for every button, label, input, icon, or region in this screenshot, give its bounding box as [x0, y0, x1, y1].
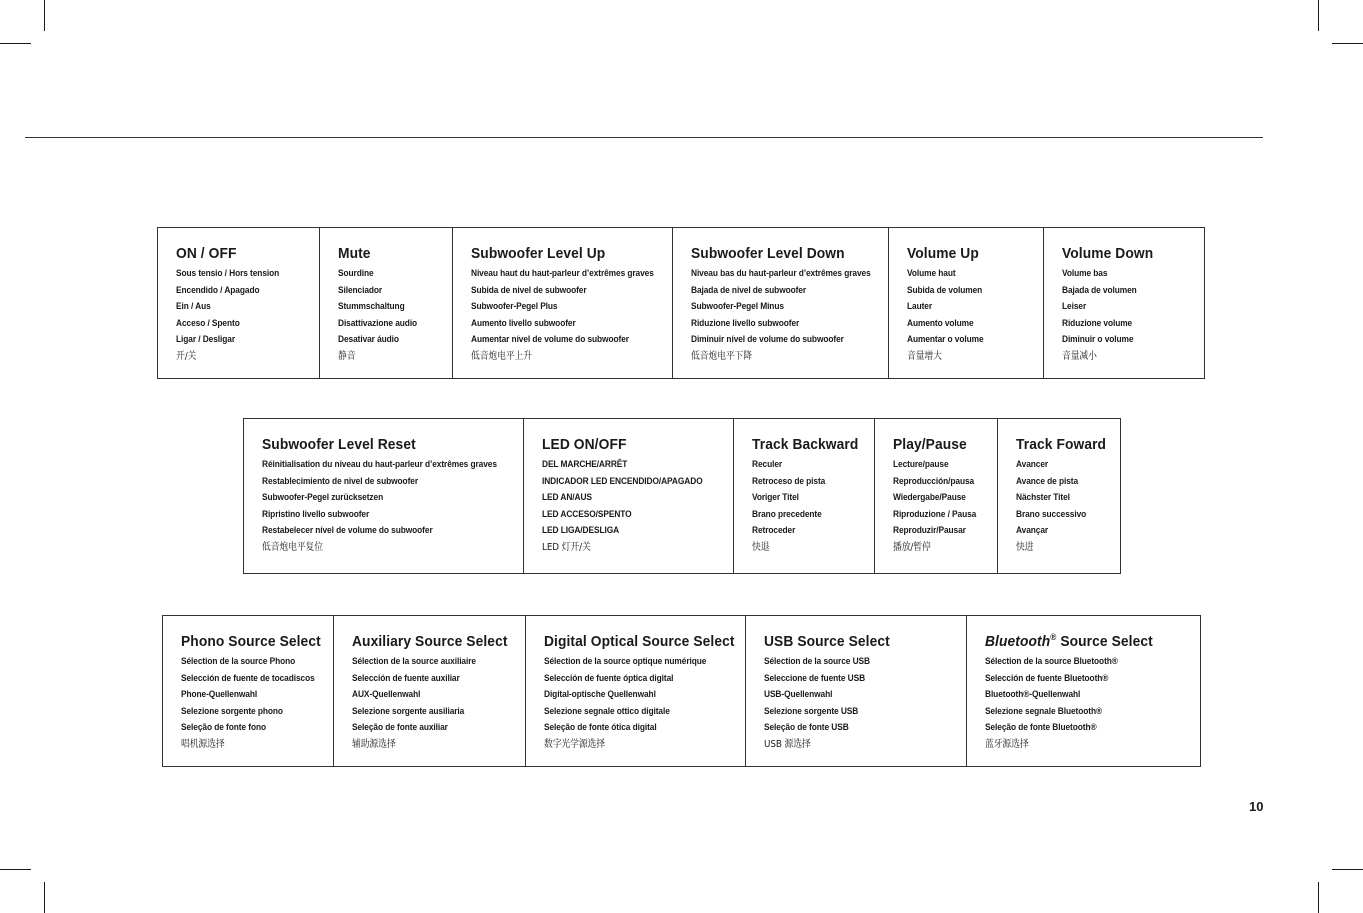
- translation-zh: 快进: [1016, 541, 1034, 553]
- translation-es: Encendido / Apagado: [176, 284, 260, 296]
- translation-pt: Reproduzir/Pausar: [893, 525, 966, 537]
- translation-fr: Volume haut: [907, 268, 956, 279]
- remote-functions-row-1: [157, 227, 1205, 379]
- translation-de: LED AN/AUS: [542, 492, 592, 504]
- translation-es: Retroceso de pista: [752, 475, 826, 487]
- function-title: USB Source Select: [764, 633, 890, 650]
- translation-it: Selezione sorgente phono: [181, 705, 283, 717]
- function-phono-source-select: [163, 616, 333, 766]
- crop-mark: [1318, 0, 1319, 31]
- translation-it: Aumento livello subwoofer: [471, 317, 576, 329]
- translation-pt: Seleção de fonte USB: [764, 722, 849, 734]
- function-mute: [319, 228, 452, 378]
- translation-fr: Sous tensio / Hors tension: [176, 268, 280, 279]
- translation-zh: 低音炮电平复位: [262, 541, 323, 553]
- translation-pt: Ligar / Desligar: [176, 334, 236, 346]
- function-title: [985, 632, 1175, 651]
- registered-mark: ®: [1050, 632, 1057, 642]
- translation-fr: Sélection de la source Phono: [181, 656, 296, 667]
- translation-pt: Seleção de fonte fono: [181, 722, 267, 734]
- translation-zh: 蓝牙源选择: [985, 738, 1029, 750]
- function-subwoofer-level-reset: [244, 419, 523, 573]
- translation-fr: Reculer: [752, 459, 783, 470]
- translation-de: Subwoofer-Pegel Plus: [471, 301, 558, 313]
- translation-de: Leiser: [1062, 301, 1087, 313]
- translation-fr: Sélection de la source Bluetooth®: [985, 656, 1118, 667]
- translation-zh: LED 灯开/关: [542, 541, 591, 553]
- translation-pt: Seleção de fonte auxiliar: [352, 722, 448, 734]
- translation-de: AUX-Quellenwahl: [352, 689, 421, 701]
- translation-zh: 辅助源选择: [352, 738, 396, 750]
- function-auxiliary-source-select: [333, 616, 525, 766]
- translation-it: Ripristino livello subwoofer: [262, 508, 370, 520]
- translation-de: Wiedergabe/Pause: [893, 492, 966, 504]
- translation-fr: Volume bas: [1062, 268, 1108, 279]
- translation-de: Ein / Aus: [176, 301, 211, 313]
- translation-fr: Sélection de la source optique numérique: [544, 656, 707, 667]
- translation-de: Voriger Titel: [752, 492, 799, 504]
- translation-es: Selección de fuente óptica digital: [544, 672, 674, 684]
- remote-functions-row-3: [162, 615, 1201, 767]
- translation-it: Disattivazione audio: [338, 317, 418, 329]
- function-volume-up: [888, 228, 1043, 378]
- translation-fr: DEL MARCHE/ARRÊT: [542, 459, 628, 470]
- translation-pt: Avançar: [1016, 525, 1049, 537]
- translation-zh: 低音炮电平上升: [471, 350, 532, 362]
- crop-mark: [0, 869, 31, 870]
- function-volume-down: [1043, 228, 1204, 378]
- function-digital-optical-source-select: [525, 616, 745, 766]
- crop-mark: [1332, 43, 1363, 44]
- translation-zh: 数字光学源选择: [544, 738, 605, 750]
- translation-fr: Avancer: [1016, 459, 1049, 470]
- function-title: Track Backward: [752, 436, 859, 453]
- translation-it: LED ACCESO/SPENTO: [542, 508, 632, 520]
- translation-es: Bajada de nivel de subwoofer: [691, 284, 807, 296]
- function-title: ON / OFF: [176, 245, 237, 262]
- translation-pt: Seleção de fonte ótica digital: [544, 722, 657, 734]
- translation-it: Acceso / Spento: [176, 317, 240, 329]
- translation-de: Bluetooth®-Quellenwahl: [985, 689, 1081, 701]
- function-title: Track Foward: [1016, 436, 1107, 453]
- translation-zh: 低音炮电平下降: [691, 350, 752, 362]
- translation-fr: Sélection de la source auxiliaire: [352, 656, 476, 667]
- crop-mark: [1318, 882, 1319, 913]
- function-on-off: [158, 228, 319, 378]
- translation-de: Nächster Titel: [1016, 492, 1070, 504]
- translation-es: INDICADOR LED ENCENDIDO/APAGADO: [542, 475, 703, 487]
- translation-es: Avance de pista: [1016, 475, 1079, 487]
- function-title: Mute: [338, 245, 371, 262]
- translation-it: Selezione sorgente ausiliaria: [352, 705, 465, 717]
- translation-pt: Retroceder: [752, 525, 796, 537]
- function-bluetooth-source-select: [966, 616, 1200, 766]
- translation-de: Lauter: [907, 301, 933, 313]
- function-title: Volume Up: [907, 245, 979, 262]
- translation-de: Subwoofer-Pegel Minus: [691, 301, 784, 313]
- crop-mark: [44, 882, 45, 913]
- translation-es: Seleccione de fuente USB: [764, 672, 866, 684]
- translation-pt: LED LIGA/DESLIGA: [542, 525, 620, 537]
- function-title: LED ON/OFF: [542, 436, 627, 453]
- translation-fr: Niveau haut du haut-parleur d’extrêmes graves: [471, 268, 654, 279]
- translation-zh: 快退: [752, 541, 770, 553]
- crop-mark: [44, 0, 45, 31]
- translation-zh: USB 源选择: [764, 738, 811, 750]
- function-subwoofer-level-up: [452, 228, 672, 378]
- translation-fr: Lecture/pause: [893, 459, 949, 470]
- translation-pt: Aumentar o volume: [907, 334, 984, 346]
- translation-it: Riduzione livello subwoofer: [691, 317, 800, 329]
- translation-es: Selección de fuente Bluetooth®: [985, 672, 1109, 684]
- function-title: Subwoofer Level Up: [471, 245, 606, 262]
- remote-functions-row-2: [243, 418, 1121, 574]
- translation-de: Stummschaltung: [338, 301, 405, 313]
- translation-de: Phone-Quellenwahl: [181, 689, 258, 701]
- translation-pt: Diminuir o volume: [1062, 334, 1134, 346]
- translation-pt: Aumentar nível de volume do subwoofer: [471, 334, 629, 346]
- translation-it: Selezione segnale ottico digitale: [544, 705, 670, 717]
- translation-it: Selezione segnale Bluetooth®: [985, 705, 1103, 717]
- bluetooth-brand: Bluetooth: [985, 633, 1051, 650]
- translation-zh: 开/关: [176, 350, 197, 362]
- translation-it: Riduzione volume: [1062, 317, 1133, 329]
- function-play-pause: [874, 419, 997, 573]
- function-title: Subwoofer Level Down: [691, 245, 845, 262]
- translation-de: Subwoofer-Pegel zurücksetzen: [262, 492, 384, 504]
- translation-es: Bajada de volumen: [1062, 284, 1137, 296]
- translation-fr: Niveau bas du haut-parleur d’extrêmes graves: [691, 268, 871, 279]
- translation-it: Riproduzione / Pausa: [893, 508, 977, 520]
- translation-pt: Restabelecer nível de volume do subwoofer: [262, 525, 433, 537]
- translation-es: Subida de nivel de subwoofer: [471, 284, 587, 296]
- translation-es: Subida de volumen: [907, 284, 983, 296]
- translation-de: USB-Quellenwahl: [764, 689, 833, 701]
- translation-es: Silenciador: [338, 284, 383, 296]
- translation-zh: 播放/暂停: [893, 541, 931, 553]
- translation-it: Selezione sorgente USB: [764, 705, 859, 717]
- translation-pt: Seleção de fonte Bluetooth®: [985, 722, 1097, 734]
- translation-zh: 唱机源选择: [181, 738, 225, 750]
- translation-fr: Réinitialisation du niveau du haut-parleur d’extrêmes graves: [262, 459, 497, 470]
- crop-mark: [0, 43, 31, 44]
- translation-fr: Sourdine: [338, 268, 374, 279]
- function-led-on-off: [523, 419, 733, 573]
- translation-fr: Sélection de la source USB: [764, 656, 870, 667]
- translation-es: Selección de fuente de tocadiscos: [181, 672, 315, 684]
- title-rest: Source Select: [1056, 633, 1153, 650]
- function-track-forward: [997, 419, 1120, 573]
- function-usb-source-select: [745, 616, 966, 766]
- translation-pt: Diminuir nível de volume do subwoofer: [691, 334, 844, 346]
- translation-zh: 音量减小: [1062, 350, 1097, 362]
- function-title: Volume Down: [1062, 245, 1154, 262]
- header-rule: [25, 137, 1263, 138]
- function-title: Auxiliary Source Select: [352, 633, 508, 650]
- translation-pt: Desativar áudio: [338, 334, 399, 346]
- translation-de: Digital-optische Quellenwahl: [544, 689, 656, 701]
- translation-it: Brano successivo: [1016, 508, 1087, 520]
- function-title: Play/Pause: [893, 436, 967, 453]
- translation-es: Selección de fuente auxiliar: [352, 672, 460, 684]
- function-title: Subwoofer Level Reset: [262, 436, 416, 453]
- translation-zh: 静音: [338, 350, 356, 362]
- translation-it: Brano precedente: [752, 508, 822, 520]
- function-title: Digital Optical Source Select: [544, 633, 735, 650]
- translation-es: Reproducción/pausa: [893, 475, 975, 487]
- translation-it: Aumento volume: [907, 317, 974, 329]
- function-title: Phono Source Select: [181, 633, 321, 650]
- translation-es: Restablecimiento de nivel de subwoofer: [262, 475, 419, 487]
- page-number: 10: [1249, 799, 1264, 814]
- translation-zh: 音量增大: [907, 350, 942, 362]
- crop-mark: [1332, 869, 1363, 870]
- function-track-backward: [733, 419, 874, 573]
- function-subwoofer-level-down: [672, 228, 888, 378]
